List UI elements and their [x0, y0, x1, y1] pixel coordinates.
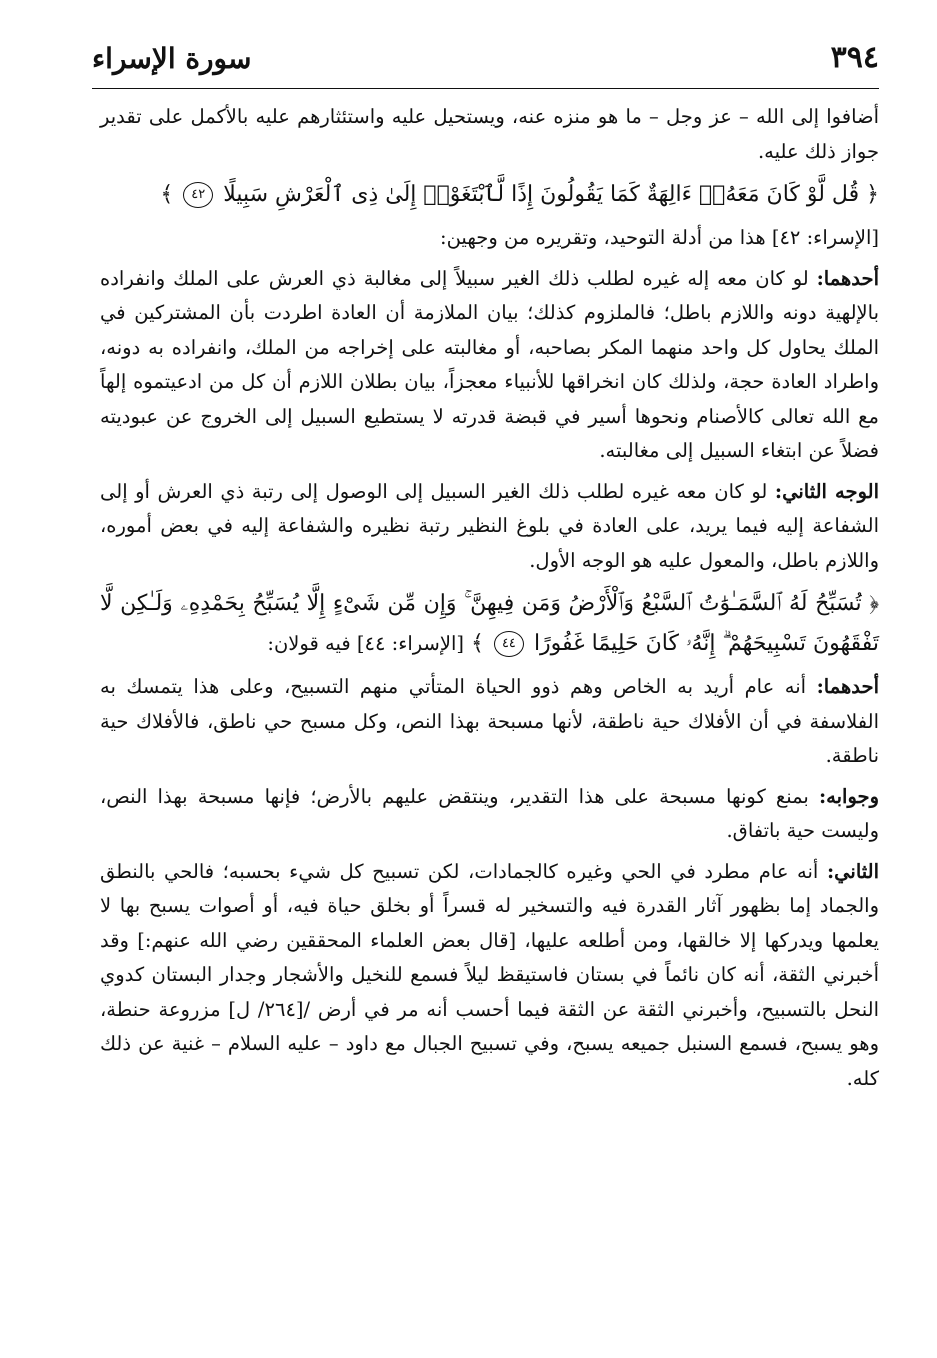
- verse-close-bracket: ﴾: [160, 182, 174, 207]
- paragraph-verse-reference: [الإسراء: ٤٢] هذا من أدلة التوحيد، وتقريره من وجهين:: [440, 226, 879, 249]
- surah-title: سورة الإسراء: [92, 42, 252, 75]
- paragraph-intro: أضافوا إلى الله – عز وجل – ما هو منزه عنه، ويستحيل عليه واستئثارهم عليه بالأكمل على تقدير جواز ذلك عليه.: [100, 105, 879, 163]
- verse-open-bracket: ﴿: [869, 591, 879, 616]
- paragraph-lead: وجوابه:: [818, 784, 879, 808]
- paragraph-text: لو كان معه غيره لطلب ذلك الغير السبيل إلى الوصول إلى رتبة ذي العرش أو إلى الشفاعة إليه فيما يريد، على العادة في بلوغ النظير رتبة نظيره والشفاعة إليه في بعض أموره، واللازم باطل، والمعول عليه هو الوجه الأول.: [100, 479, 879, 572]
- page-body: [100, 100, 879, 1102]
- paragraph-text: أنه عام مطرد في الحي وغيره كالجمادات، لكن تسبيح كل شيء بحسبه؛ فالحي بالنطق والجماد إما بظهور آثار القدرة فيه والتسخير له قسراً أو بخلق حياة فيه، أو أصوات يسبح بها لا يعلمها ويدركها إلا خالقها، ومن أطلعه عليها، [قال بعض العلماء المحققين رضي الله عنهم:] وقد أخبرني الثقة، أنه كان نائماً في بستان فاستيقظ ليلاً فسمع للنخيل والأشجار وجدار البستان كدوي النحل بالتسبيح، وأخبرني الثقة عن الثقة فيما أحسب أنه مر في أرض /[٢٦٤/ ل] مزروعة حنطة، وهو يسبح، فسمع السنبل جميعه يسبح، وفي تسبيح الجبال مع داود – عليه السلام – غنية عن ذلك كله.: [100, 859, 879, 1090]
- ayah-number-marker: ٤٤: [494, 631, 524, 657]
- page-header: [92, 38, 879, 89]
- verse-close-bracket: ﴾: [471, 631, 484, 656]
- quran-verse-42: [100, 175, 879, 215]
- paragraph-response: [100, 780, 879, 849]
- paragraph-second-opinion: [100, 855, 879, 1097]
- paragraph-text: بمنع كونها مسبحة على هذا التقدير، وينتقض عليهم بالأرض؛ فإنها مسبحة بهذا النص، وليست حية باتفاق.: [100, 784, 879, 842]
- page-number: ٣٩٤: [830, 40, 879, 75]
- quran-verse-44: [100, 584, 879, 664]
- verse-text: قُل لَّوْ كَانَ مَعَهُۥٓ ءَالِهَةٌ كَمَا يَقُولُونَ إِذًا لَّٱبْتَغَوْا۟ إِلَىٰ ذِى ٱلْعَرْشِ سَبِيلًا: [223, 182, 860, 207]
- paragraph-lead: أحدهما:: [816, 266, 880, 290]
- verse-open-bracket: ﴿: [866, 182, 879, 207]
- paragraph-second-aspect: [100, 475, 879, 579]
- verse-text: تُسَبِّحُ لَهُ ٱلسَّمَـٰوَٰتُ ٱلسَّبْعُ وَٱلْأَرْضُ وَمَن فِيهِنَّ ۚ وَإِن مِّن شَىْءٍ إِلَّا يُسَبِّحُ بِحَمْدِهِۦ وَلَـٰكِن لَّا تَفْقَهُونَ تَسْبِيحَهُمْ ۗ إِنَّهُۥ كَانَ حَلِيمًا غَفُورًا: [100, 591, 879, 656]
- verse-reference-tail: [الإسراء: ٤٤] فيه قولان:: [267, 632, 465, 655]
- paragraph-first-opinion: [100, 670, 879, 774]
- paragraph-lead: الثاني:: [826, 859, 880, 883]
- paragraph-first-aspect: [100, 262, 879, 469]
- paragraph-text: أنه عام أريد به الخاص وهم ذوو الحياة المتأتي منهم التسبيح، وعلى هذا يتمسك به الفلاسفة في أن الأفلاك حية ناطقة، لأنها مسبحة بهذا النص، وكل مسبح حي ناطق، فالأفلاك حية ناطقة.: [100, 675, 879, 767]
- paragraph-lead: أحدهما:: [816, 675, 879, 698]
- ayah-number-marker: ٤٢: [183, 182, 213, 208]
- paragraph-lead: الوجه الثاني:: [774, 479, 880, 503]
- paragraph-text: لو كان معه إله غيره لطلب ذلك الغير سبيلاً إلى مغالبة ذي العرش على الملك وانفراده بالإلهية دونه واللازم باطل؛ فالملزوم كذلك؛ بيان الملازمة أن العادة اطردت بأن المشتركين في الملك يحاول كل واحد منهما المكر بصاحبه، أو مغالبته على إخراجه من الملك، وانفراده به دونه، واطراد العادة حجة، ولذلك كان انخراقها للأنبياء معجزاً، بيان بطلان اللازم أن كل من ادعيتموه إلهاً مع الله تعالى كالأصنام ونحوها أسير في قبضة قدرته لا يستطيع السبيل إلى الخروج عن عبوديته فضلاً عن ابتغاء السبيل إلى مغالبته.: [100, 266, 879, 462]
